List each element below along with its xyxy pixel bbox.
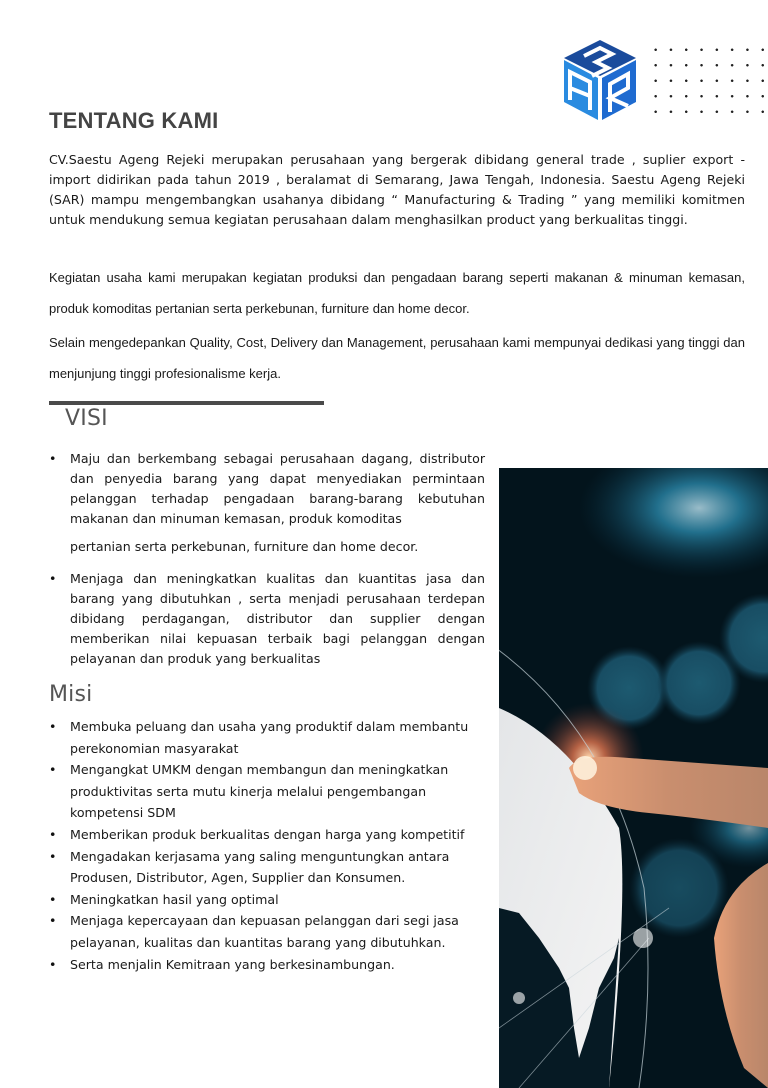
about-paragraph-3: Selain mengedepankan Quality, Cost, Delivery dan Management, perusahaan kami mempunyai dedikasi yang tinggi dan menjunjung tinggi profesionalisme kerja.: [49, 335, 745, 381]
misi-item: • Mengangkat UMKM dengan membangun dan meningkatkan produktivitas serta mutu kinerja melalui pengembangan kompetensi SDM: [49, 759, 485, 824]
visi-heading: VISI: [65, 406, 108, 431]
visi-item: [49, 569, 485, 669]
misi-heading: Misi: [49, 682, 93, 707]
photo-illustration: [499, 468, 768, 1088]
visi-item-text: Maju dan berkembang sebagai perusahaan dagang, distributor dan penyedia barang yang dapat menyediakan permintaan pelanggan terhadap pengadaan barang-barang kebutuhan makanan dan minuman kemasan, produk komoditas: [70, 451, 485, 526]
about-paragraph-2: Kegiatan usaha kami merupakan kegiatan produksi dan pengadaan barang seperti makanan & minuman kemasan, produk komoditas pertanian serta perkebunan, furniture dan home decor.: [49, 270, 745, 316]
dot-grid-decoration: [645, 40, 768, 124]
misi-list: [49, 716, 485, 975]
misi-item: • Mengadakan kerjasama yang saling menguntungkan antara Produsen, Distributor, Agen, Supplier dan Konsumen.: [49, 846, 485, 889]
visi-item: [49, 449, 485, 557]
sar-logo: [560, 38, 640, 122]
misi-item: • Menjaga kepercayaan dan kepuasan pelanggan dari segi jasa pelayanan, kualitas dan kuantitas barang yang dibutuhkan.: [49, 910, 485, 953]
section-divider: [49, 401, 324, 405]
globe-touch-photo: [499, 468, 768, 1088]
visi-item-text-last: pertanian serta perkebunan, furniture dan home decor.: [70, 539, 419, 554]
about-paragraph-1: CV.Saestu Ageng Rejeki merupakan perusahaan yang bergerak dibidang general trade , suplier export - import didirikan pada tahun 2019 , beralamat di Semarang, Jawa Tengah, Indonesia. Saestu Ageng Rejeki (SAR) mampu mengembangkan usahanya dibidang “ Manufacturing & Trading ” yang memiliki komitmen untuk mendukung semua kegiatan perusahaan dalam menghasilkan product yang berkualitas tinggi.: [49, 152, 745, 227]
misi-item: • Memberikan produk berkualitas dengan harga yang kompetitif: [49, 824, 485, 846]
page-title: TENTANG KAMI: [49, 108, 219, 133]
visi-item-text: Menjaga dan meningkatkan kualitas dan kuantitas jasa dan barang yang dibutuhkan , serta menjadi perusahaan terdepan dibidang perdagangan, distributor dan supplier dengan memberikan nilai kepuasan terbaik bagi pelanggan dengan pelayanan dan produk yang berkualitas: [70, 571, 485, 666]
visi-list: [49, 449, 485, 669]
misi-item: • Serta menjalin Kemitraan yang berkesinambungan.: [49, 954, 485, 976]
misi-item: • Membuka peluang dan usaha yang produktif dalam membantu perekonomian masyarakat: [49, 716, 485, 759]
misi-item: • Meningkatkan hasil yang optimal: [49, 889, 485, 911]
